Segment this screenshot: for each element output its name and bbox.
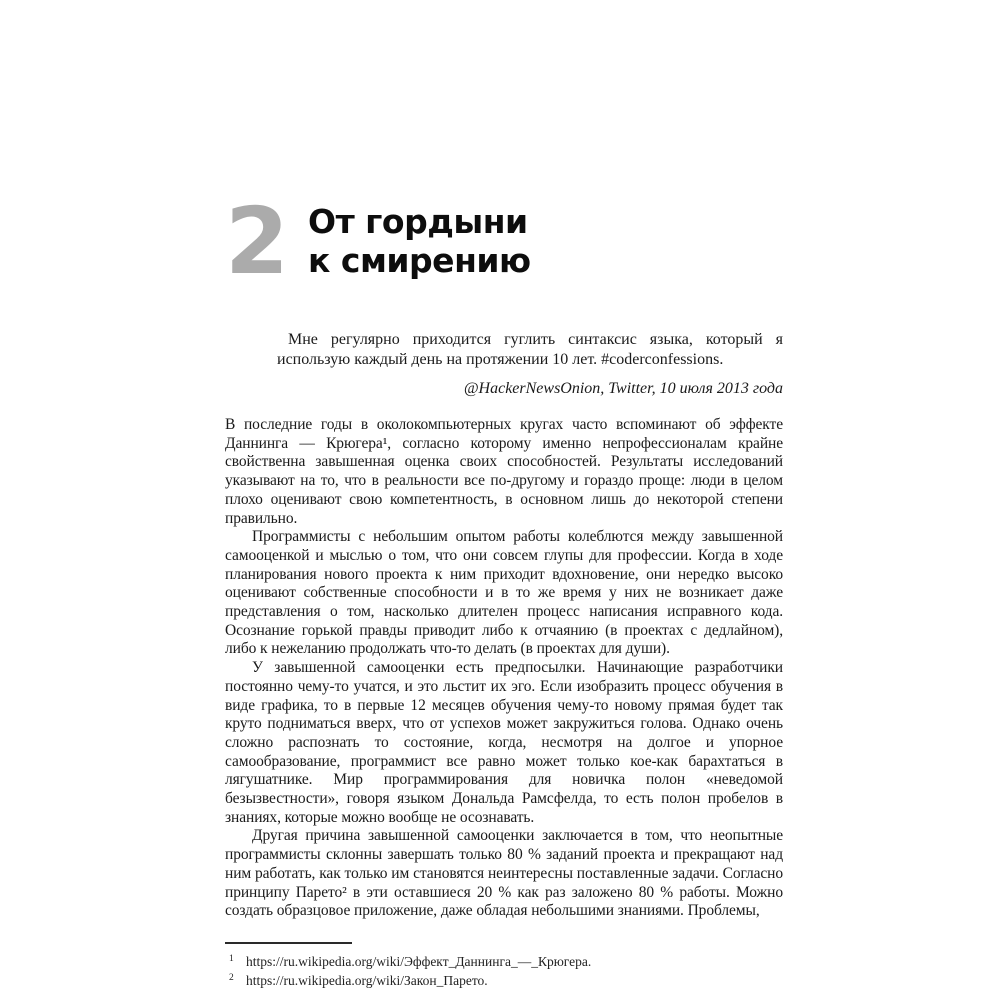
footnotes — [225, 942, 783, 991]
footnote-1-marker: 1 — [229, 953, 234, 964]
chapter-number: 2 — [225, 188, 288, 295]
footnote-separator — [225, 942, 352, 944]
footnote-2-text: https://ru.wikipedia.org/wiki/Закон_Парето. — [246, 973, 488, 989]
epigraph-text: Мне регулярно приходится гуглить синтаксис языка, который я использую каждый день на протяжении 10 лет. #coderconfessions. — [277, 331, 783, 368]
paragraph-1: В последние годы в околокомпьютерных кругах часто вспоминают об эффекте Даннинга — Крюгера¹, согласно которому именно непрофессионалам крайне свойственна завышенная оценка своих способностей. Результаты исследований указывают на то, что в реальности все по-другому и гораздо проще: люди в целом плохо оценивают свою компетентность, в основном лишь до некоторой степени правильно. — [225, 416, 783, 527]
paragraph-4: Другая причина завышенной самооценки заключается в том, что неопытные программисты склонны завершать только 80 % заданий проекта и прекращают над ним работать, как только им становятся неинтересны поставленные задачи. Согласно принципу Парето² в эти оставшиеся 20 % как раз заложено 80 % работы. Можно создать образцовое приложение, даже обладая небольшими знаниями. Проблемы, — [225, 827, 783, 920]
paragraph-2: Программисты с небольшим опытом работы колеблются между завышенной самооценкой и мыслью о том, что они совсем глупы для профессии. Когда в ходе планирования нового проекта к ним приходит вдохновение, они нередко высоко оценивают собственные способности и в то же время у них не возникает даже представления о том, насколько длителен процесс написания исправного кода. Осознание горькой правды приводит либо к отчаянию (в проектах с дедлайном), либо к нежеланию продолжать что-то делать (в проектах для души). — [225, 528, 783, 658]
body-text — [225, 416, 783, 921]
paragraph-3: У завышенной самооценки есть предпосылки. Начинающие разработчики постоянно чему-то учатся, и это льстит их эго. Если изобразить процесс обучения в виде графика, то в первые 12 месяцев обучения чему-то новому прямая будет так круто подниматься вверх, что от успехов может закружиться голова. Однако очень сложно распознать то состояние, когда, несмотря на долгое и упорное самообразование, программист все равно может только кое-как барахтаться в лягушатнике. Мир программирования для новичка полон «неведомой безызвестности», говоря языком Дональда Рамсфелда, то есть полон пробелов в знаниях, которые можно вообще не осознавать. — [225, 659, 783, 826]
footnote-1 — [225, 952, 783, 972]
chapter-title-line1: От гордыни — [308, 202, 528, 241]
footnote-1-text: https://ru.wikipedia.org/wiki/Эффект_Даннинга_—_Крюгера. — [246, 953, 592, 969]
chapter-title — [308, 199, 531, 280]
chapter-title-line2: к смирению — [308, 241, 531, 280]
footnote-2-marker: 2 — [229, 973, 234, 984]
chapter-header — [225, 188, 783, 295]
epigraph — [277, 330, 783, 399]
footnote-2 — [225, 971, 783, 991]
epigraph-attribution: @HackerNewsOnion, Twitter, 10 июля 2013 года — [463, 380, 783, 397]
